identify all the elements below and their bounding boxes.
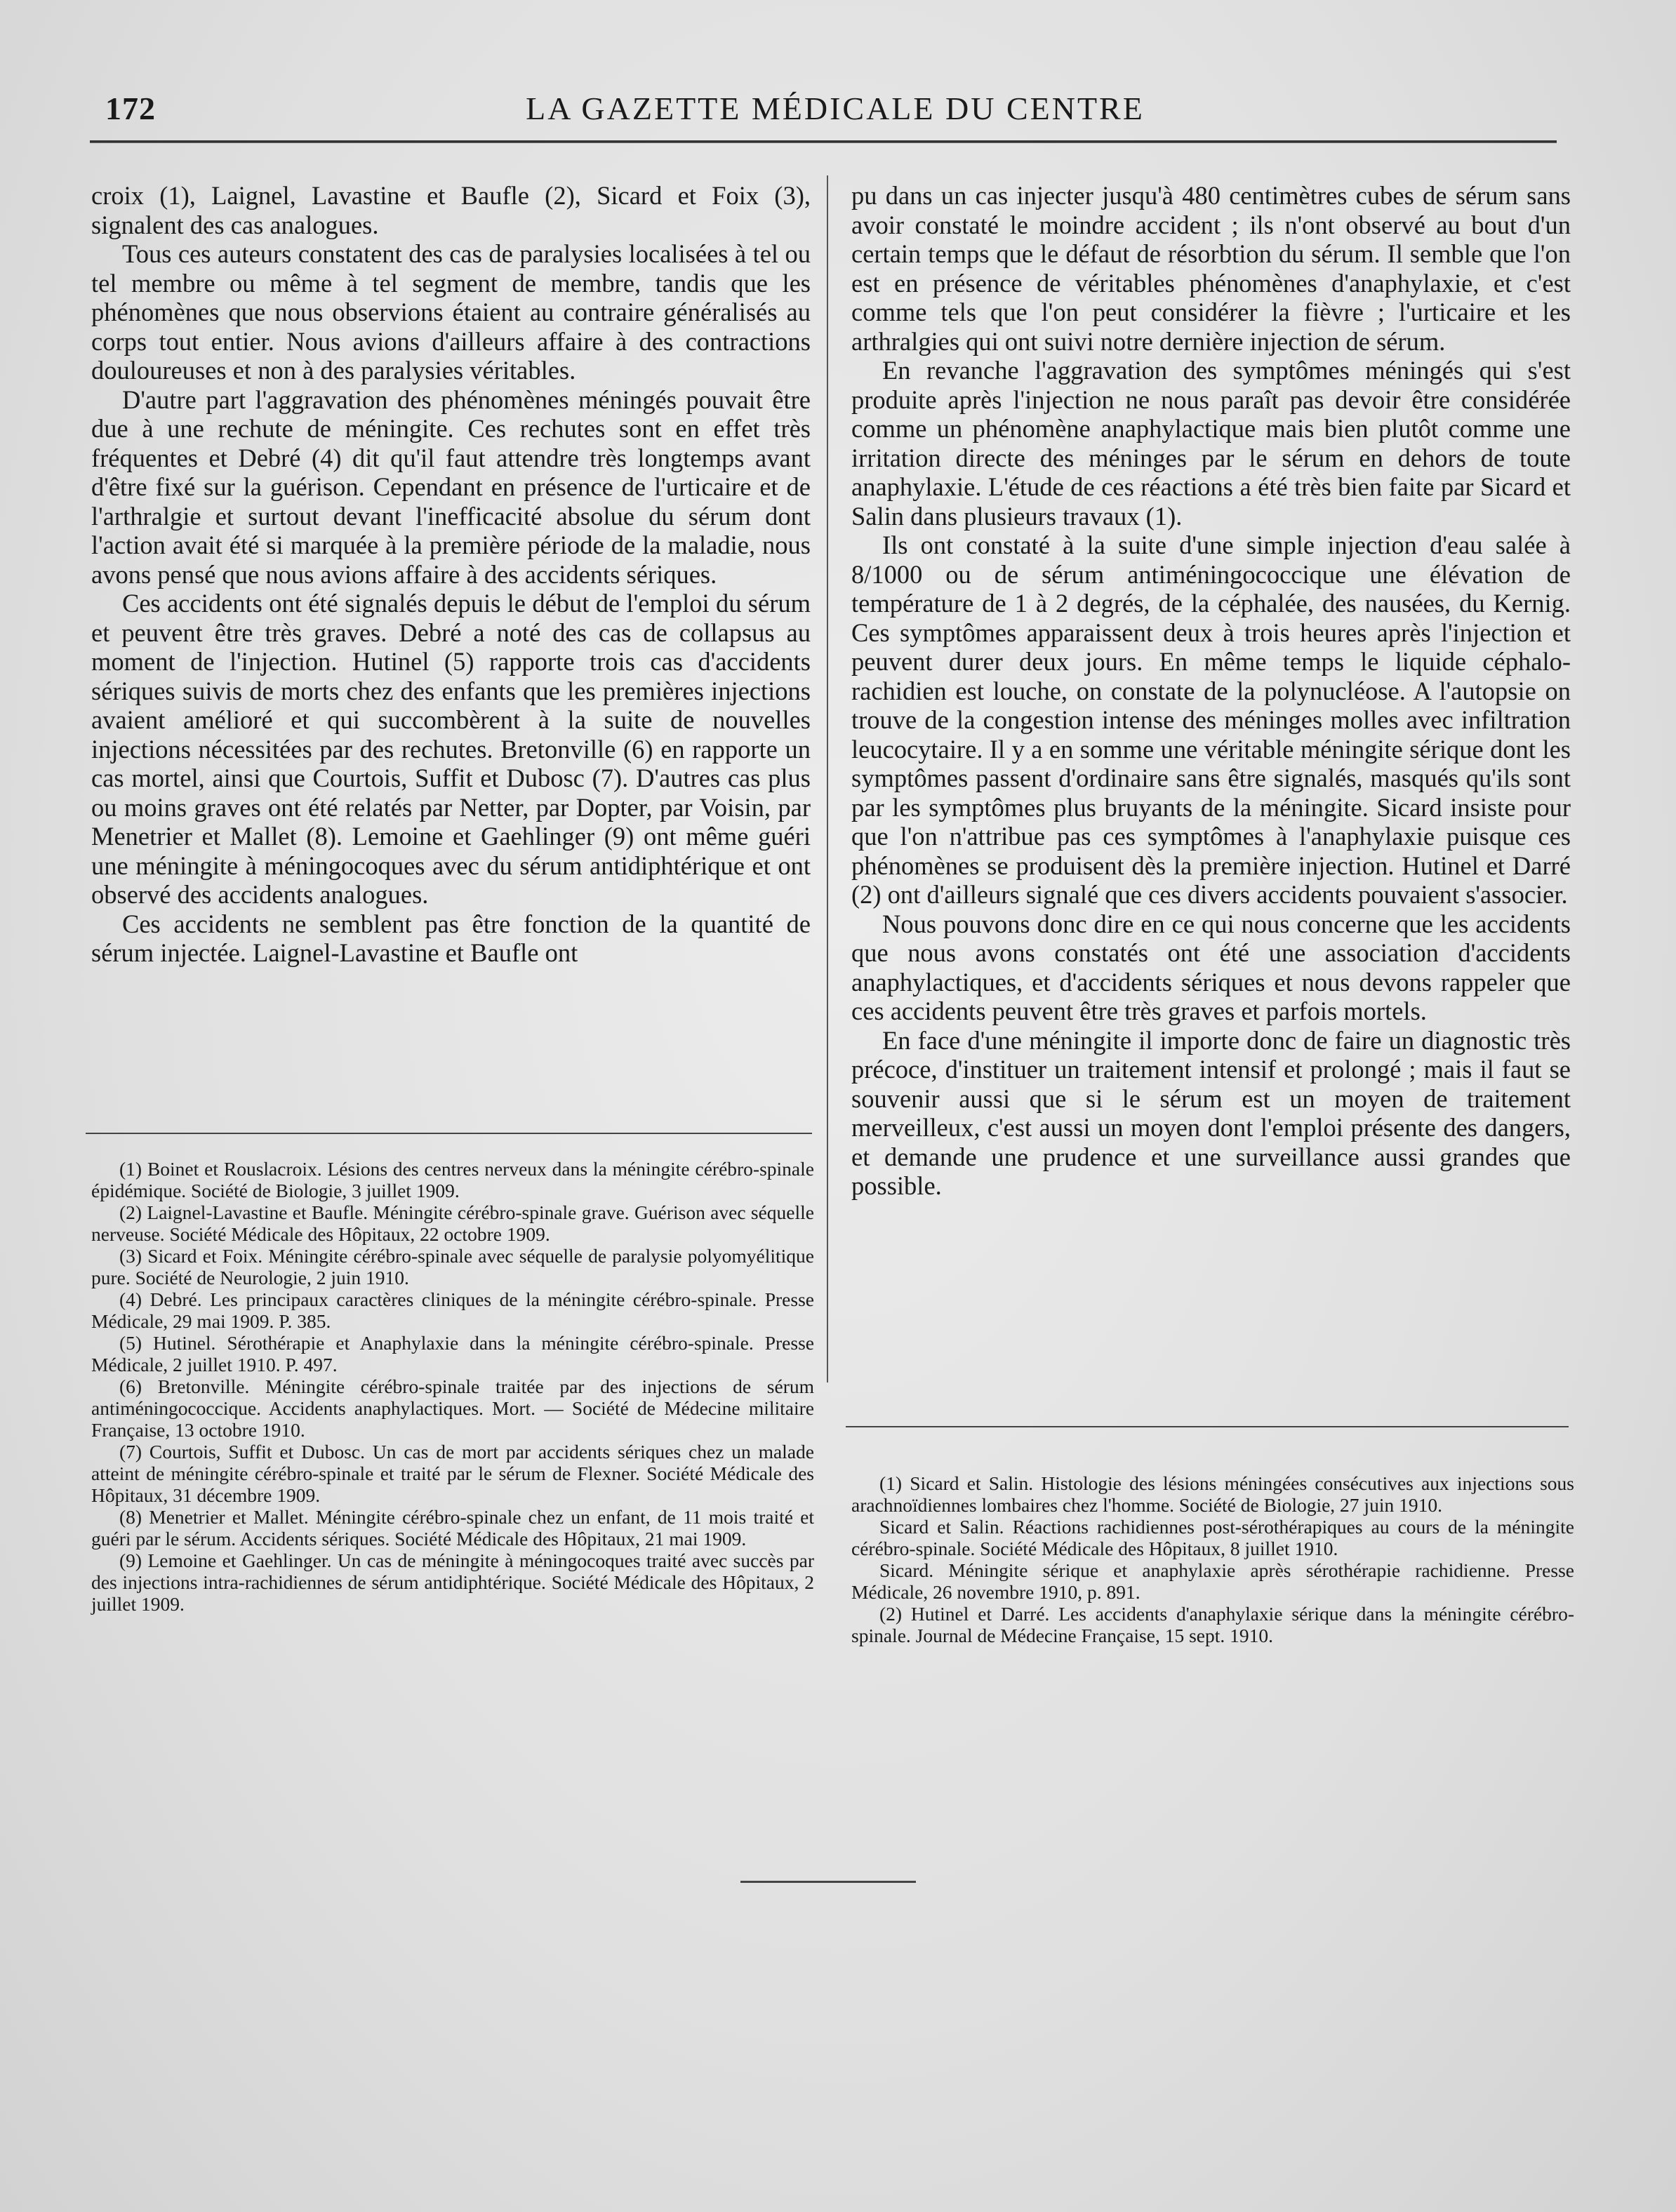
paragraph: croix (1), Laignel, Lavastine et Baufle (2), Sicard et Foix (3), signalent des cas analogues. [91, 181, 811, 239]
footnote: (2) Laignel-Lavastine et Baufle. Méningite cérébro-spinale grave. Guérison avec séquelle nerveuse. Société Médicale des Hôpitaux, 22 octobre 1909. [91, 1201, 814, 1245]
running-title: LA GAZETTE MÉDICALE DU CENTRE [526, 91, 1145, 126]
paragraph: D'autre part l'aggravation des phénomènes méningés pouvait être due à une rechute de méningite. Ces rechutes sont en effet très fréquentes et Debré (4) dit qu'il faut attendre très longtemps avant d'être fixé sur la guérison. Cependant en présence de l'urticaire et de l'arthralgie et surtout devant l'inefficacité absolue du sérum dont l'action avait été si marquée à la première période de la maladie, nous avons pensé que nous avions affaire à des accidents sériques. [91, 385, 811, 589]
footnote: (5) Hutinel. Sérothérapie et Anaphylaxie dans la méningite cérébro-spinale. Presse Médicale, 2 juillet 1910. P. 497. [91, 1332, 814, 1375]
page-number: 172 [105, 91, 156, 126]
footnote: (2) Hutinel et Darré. Les accidents d'anaphylaxie sérique dans la méningite cérébro-spinale. Journal de Médecine Française, 15 sept. 1910. [851, 1603, 1574, 1646]
paragraph: Tous ces auteurs constatent des cas de paralysies localisées à tel ou tel membre ou même à tel segment de membre, tandis que les phénomènes que nous observions étaient au contraire généralisés au corps tout entier. Nous avions d'ailleurs affaire à des contractions douloureuses et non à des paralysies véritables. [91, 239, 811, 385]
footnote: (3) Sicard et Foix. Méningite cérébro-spinale avec séquelle de paralysie polyomyélitique pure. Société de Neurologie, 2 juin 1910. [91, 1245, 814, 1288]
paragraph: Ces accidents ne semblent pas être fonction de la quantité de sérum injectée. Laignel-Lavastine et Baufle ont [91, 909, 811, 967]
paragraph: En revanche l'aggravation des symptômes méningés qui s'est produite après l'injection ne nous paraît pas devoir être considérée comme un phénomène anaphylactique mais bien plutôt comme une irritation directe des méninges par le sérum en dehors de toute anaphylaxie. L'étude de ces réactions a été très bien faite par Sicard et Salin dans plusieurs travaux (1). [851, 356, 1571, 531]
footnote-rule-left [86, 1133, 812, 1134]
footnote: (8) Menetrier et Mallet. Méningite cérébro-spinale chez un enfant, de 11 mois traité et guéri par le sérum. Accidents sériques. Société Médicale des Hôpitaux, 21 mai 1909. [91, 1506, 814, 1550]
footnotes-left [91, 1158, 814, 1615]
footnote: (9) Lemoine et Gaehlinger. Un cas de méningite à méningocoques traité avec succès par des injections intra-rachidiennes de sérum antidiphtérique. Société Médicale des Hôpitaux, 2 juillet 1909. [91, 1550, 814, 1615]
right-column [851, 181, 1571, 1201]
paragraph: pu dans un cas injecter jusqu'à 480 centimètres cubes de sérum sans avoir constaté le moindre accident ; ils n'ont observé au bout d'un certain temps que le défaut de résorbtion du sérum. Il semble que l'on est en présence de véritables phénomènes d'anaphylaxie, et c'est comme tels que l'on peut considérer la fièvre ; l'urticaire et les arthralgies qui ont suivi notre dernière injection de sérum. [851, 181, 1571, 356]
footnotes-right [851, 1472, 1574, 1646]
left-column [91, 181, 811, 968]
footnote: (1) Boinet et Rouslacroix. Lésions des centres nerveux dans la méningite cérébro-spinale épidémique. Société de Biologie, 3 juillet 1909. [91, 1158, 814, 1201]
paragraph: En face d'une méningite il importe donc de faire un diagnostic très précoce, d'instituer un traitement intensif et prolongé ; mais il faut se souvenir aussi que si le sérum est un moyen de traitement merveilleux, c'est aussi un moyen dont l'emploi présente des dangers, et demande une prudence et une surveillance aussi grandes que possible. [851, 1025, 1571, 1200]
footnote: Sicard. Méningite sérique et anaphylaxie après sérothérapie rachidienne. Presse Médicale, 26 novembre 1910, p. 891. [851, 1559, 1574, 1603]
footnote: (6) Bretonville. Méningite cérébro-spinale traitée par des injections de sérum antiméningococcique. Accidents anaphylactiques. Mort. — Société de Médecine militaire Française, 13 octobre 1910. [91, 1375, 814, 1441]
footnote: Sicard et Salin. Réactions rachidiennes post-sérothérapiques au cours de la méningite cérébro-spinale. Société Médicale des Hôpitaux, 8 juillet 1910. [851, 1516, 1574, 1559]
paragraph: Ces accidents ont été signalés depuis le début de l'emploi du sérum et peuvent être très graves. Debré a noté des cas de collapsus au moment de l'injection. Hutinel (5) rapporte trois cas d'accidents sériques suivis de morts chez des enfants que les premières injections avaient amélioré et qui succombèrent à la suite de nouvelles injections nécessitées par des rechutes. Bretonville (6) en rapporte un cas mortel, ainsi que Courtois, Suffit et Dubosc (7). D'autres cas plus ou moins graves ont été relatés par Netter, par Dopter, par Voisin, par Menetrier et Mallet (8). Lemoine et Gaehlinger (9) ont même guéri une méningite à méningocoques avec du sérum antidiphtérique et ont observé des accidents analogues. [91, 589, 811, 909]
paragraph: Ils ont constaté à la suite d'une simple injection d'eau salée à 8/1000 ou de sérum antiméningococcique une élévation de température de 1 à 2 degrés, de la céphalée, des nausées, du Kernig. Ces symptômes apparaissent deux à trois heures après l'injection et peuvent durer deux jours. En même temps le liquide céphalo-rachidien est louche, on constate de la polynucléose. A l'autopsie on trouve de la congestion intense des méninges molles avec infiltration leucocytaire. Il y a en somme une véritable méningite sérique dont les symptômes passent d'ordinaire sans être signalés, masqués qu'ils sont par les symptômes plus bruyants de la méningite. Sicard insiste pour que l'on n'attribue pas ces symptômes à l'anaphylaxie puisque ces phénomènes se produisent dès la première injection. Hutinel et Darré (2) ont d'ailleurs signalé que ces divers accidents pouvaient s'associer. [851, 531, 1571, 909]
column-divider [827, 175, 828, 1382]
page-header [105, 90, 1565, 132]
paragraph: Nous pouvons donc dire en ce qui nous concerne que les accidents que nous avons constatés ont été une association d'accidents anaphylactiques, et d'accidents sériques et nous devons rappeler que ces accidents peuvent être très graves et parfois mortels. [851, 909, 1571, 1025]
header-rule [90, 140, 1557, 143]
footnote: (7) Courtois, Suffit et Dubosc. Un cas de mort par accidents sériques chez un malade atteint de méningite cérébro-spinale et traité par le sérum de Flexner. Société Médicale des Hôpitaux, 31 décembre 1909. [91, 1441, 814, 1506]
end-rule [740, 1881, 916, 1883]
footnote-rule-right [846, 1426, 1569, 1427]
footnote: (4) Debré. Les principaux caractères cliniques de la méningite cérébro-spinale. Presse Médicale, 29 mai 1909. P. 385. [91, 1288, 814, 1332]
footnote: (1) Sicard et Salin. Histologie des lésions méningées consécutives aux injections sous arachnoïdiennes lombaires chez l'homme. Société de Biologie, 27 juin 1910. [851, 1472, 1574, 1516]
